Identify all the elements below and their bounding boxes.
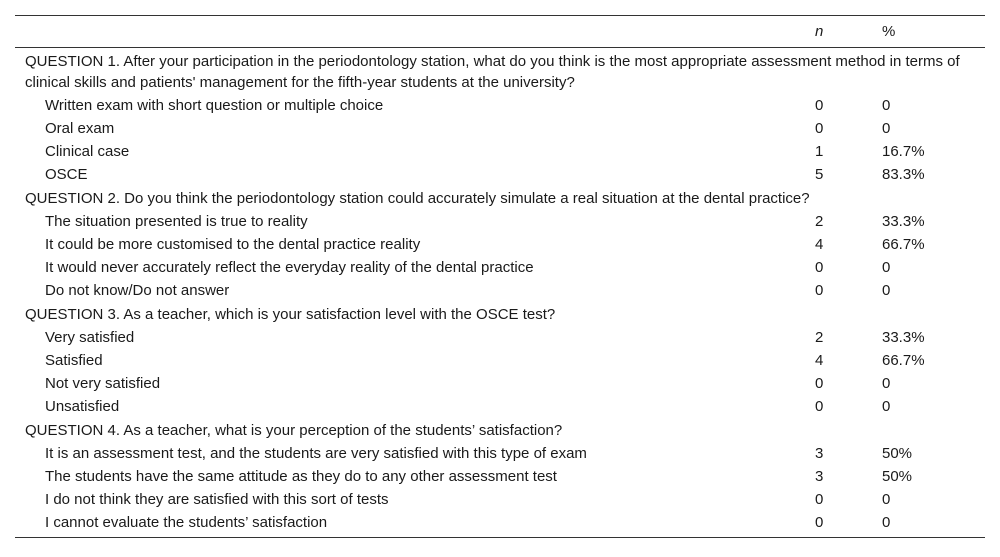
- answer-n: 3: [815, 445, 824, 462]
- answer-percent: 0: [882, 120, 891, 137]
- answer-n: 0: [815, 97, 824, 114]
- answer-label: Very satisfied: [45, 329, 135, 346]
- answer-row: [15, 256, 985, 279]
- answer-label: OSCE: [45, 166, 88, 183]
- answer-n: 3: [815, 468, 824, 485]
- answer-label: Clinical case: [45, 143, 130, 160]
- answer-label: The students have the same attitude as they do to any other assessment test: [45, 468, 557, 485]
- question-title: QUESTION 4. As a teacher, what is your perception of the students’ satisfaction?: [25, 422, 563, 439]
- answer-row: [15, 488, 985, 511]
- question-row: [15, 48, 985, 95]
- answer-row: [15, 94, 985, 117]
- answer-row: [15, 465, 985, 488]
- answer-n: 0: [815, 375, 824, 392]
- answer-percent: 50%: [882, 445, 913, 462]
- survey-results-table: [15, 15, 985, 538]
- answer-label: Unsatisfied: [45, 398, 120, 415]
- answer-label: Satisfied: [45, 352, 103, 369]
- answer-label: It would never accurately reflect the everyday reality of the dental practice: [45, 259, 534, 276]
- answer-n: 0: [815, 398, 824, 415]
- answer-percent: 0: [882, 398, 891, 415]
- question-title: QUESTION 3. As a teacher, which is your satisfaction level with the OSCE test?: [25, 306, 556, 323]
- question-title: QUESTION 2. Do you think the periodontology station could accurately simulate a real situation at the dental practice?: [25, 190, 810, 207]
- answer-row: [15, 233, 985, 256]
- answer-percent: 0: [882, 97, 891, 114]
- table-header-row: [15, 16, 985, 48]
- answer-row: [15, 372, 985, 395]
- answer-label: It is an assessment test, and the students are very satisfied with this type of exam: [45, 445, 587, 462]
- answer-n: 0: [815, 120, 824, 137]
- answer-label: The situation presented is true to reality: [45, 213, 308, 230]
- answer-n: 2: [815, 213, 824, 230]
- answer-percent: 0: [882, 282, 891, 299]
- answer-row: [15, 442, 985, 465]
- header-label-cell: [15, 16, 811, 48]
- question-title: QUESTION 1. After your participation in the periodontology station, what do you think is the most appropriate assessment method in terms of clinical skills and patients' management for the fifth-year students at the university?: [25, 53, 960, 91]
- answer-percent: 0: [882, 491, 891, 508]
- survey-results-table-container: [15, 15, 985, 538]
- answer-n: 5: [815, 166, 824, 183]
- question-row: [15, 186, 985, 210]
- answer-n: 0: [815, 491, 824, 508]
- answer-row: [15, 326, 985, 349]
- question-row: [15, 418, 985, 442]
- answer-row: [15, 279, 985, 302]
- answer-n: 0: [815, 259, 824, 276]
- answer-percent: 33.3%: [882, 329, 925, 346]
- answer-n: 1: [815, 143, 824, 160]
- answer-row: [15, 117, 985, 140]
- answer-row: [15, 140, 985, 163]
- answer-percent: 66.7%: [882, 236, 925, 253]
- answer-row: [15, 349, 985, 372]
- answer-label: It could be more customised to the dental practice reality: [45, 236, 421, 253]
- answer-row: [15, 210, 985, 233]
- answer-percent: 66.7%: [882, 352, 925, 369]
- answer-n: 4: [815, 236, 824, 253]
- answer-row: [15, 163, 985, 186]
- answer-label: Not very satisfied: [45, 375, 161, 392]
- answer-percent: 0: [875, 511, 985, 538]
- answer-label: I do not think they are satisfied with this sort of tests: [45, 491, 389, 508]
- answer-n: 4: [815, 352, 824, 369]
- answer-n: 2: [815, 329, 824, 346]
- header-percent: %: [875, 16, 985, 48]
- header-n: n: [811, 16, 875, 48]
- answer-label: Do not know/Do not answer: [45, 282, 230, 299]
- answer-n: 0: [815, 282, 824, 299]
- answer-percent: 0: [882, 375, 891, 392]
- answer-percent: 83.3%: [882, 166, 925, 183]
- answer-label: Oral exam: [45, 120, 115, 137]
- question-row: [15, 302, 985, 326]
- answer-percent: 33.3%: [882, 213, 925, 230]
- answer-percent: 0: [882, 259, 891, 276]
- answer-row: [15, 511, 985, 538]
- answer-percent: 50%: [882, 468, 913, 485]
- answer-percent: 16.7%: [882, 143, 925, 160]
- answer-label: I cannot evaluate the students’ satisfaction: [15, 511, 811, 538]
- answer-n: 0: [811, 511, 875, 538]
- answer-label: Written exam with short question or multiple choice: [45, 97, 384, 114]
- answer-row: [15, 395, 985, 418]
